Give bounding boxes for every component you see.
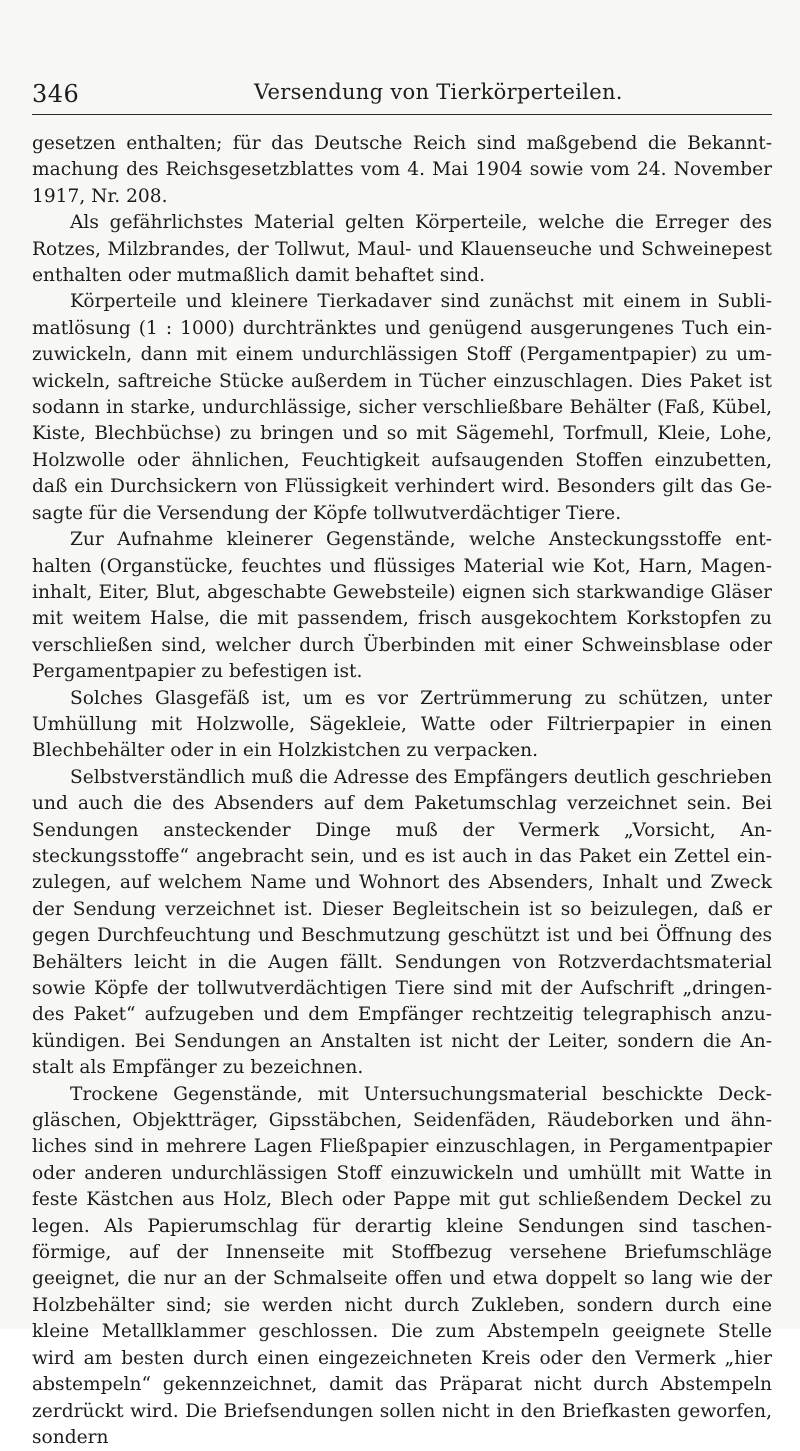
body-text [32,131,772,1451]
page-header [32,80,772,120]
running-head: Versendung von Tierkörperteilen. [254,80,623,104]
paragraph-address: Selbstverständlich muß die Adresse des Empfängers deutlich geschrieben und auch die des Absenders auf dem Paketumschlag verzeichnet sein. Bei Sendungen ansteckender Dinge muß der Vermerk „Vorsicht, Ansteckungsstoffe“ angebracht sein, und es ist auch in das Paket ein Zettel einzulegen, auf welchem Name und Wohnort des Absenders, Inhalt und Zweck der Sendung verzeichnet ist. Dieser Begleitschein ist so beizulegen, daß er gegen Durchfeuchtung und Beschmutzung geschützt ist und bei Öffnung des Behälters leicht in die Augen fällt. Sendungen von Rotzverdachtsmaterial sowie Köpfe der tollwutverdächtigen Tiere sind mit der Aufschrift „dringendes Paket“ aufzugeben und dem Empfänger rechtzeitig telegraphisch anzukündigen. Bei Sendungen an Anstalten ist nicht der Leiter, sondern die Anstalt als Empfänger zu bezeichnen. [32,766,772,1079]
paragraph-dry-objects: Trockene Gegenstände, mit Untersuchungsmaterial beschickte Deckgläschen, Objektträger, Gipsstäbchen, Seidenfäden, Räudeborken und ähnliches sind in mehrere Lagen Fließpapier einzuschlagen, in Pergamentpapier oder anderen undurchlässigen Stoff einzuwickeln und umhüllt mit Watte in feste Kästchen aus Holz, Blech oder Pappe mit gut schließendem Deckel zu legen. Als Papierumschlag für derartig kleine Sendungen sind taschenförmige, auf der Innenseite mit Stoffbezug versehene Briefumschläge geeignet, die nur an der Schmalseite offen und etwa doppelt so lang wie der Holzbehälter sind; sie werden nicht durch Zukleben, sondern durch eine kleine Metallklammer geschlossen. Die zum Abstempeln geeignete Stelle wird am besten durch einen eingezeichneten Kreis oder den Vermerk „hier abstempeln“ gekennzeichnet, damit das Präparat nicht durch Abstempeln zerdrückt wird. Die Briefsendungen sollen nicht in den Briefkasten geworfen, sondern [32,1083,772,1448]
page-number: 346 [32,80,80,108]
paragraph-glass-container: Solches Glasgefäß ist, um es vor Zertrümmerung zu schützen, unter Umhüllung mit Holzwolle, Sägekleie, Watte oder Filtrierpapier in einen Blechbehälter oder in ein Holzkistchen zu verpacken. [32,687,772,762]
paragraph-dangerous-material: Als gefährlichstes Material gelten Körperteile, welche die Erreger des Rotzes, Milzbrandes, der Tollwut, Maul- und Klauenseuche und Schweinepest enthalten oder mutmaßlich damit behaftet sind. [32,212,772,287]
header-rule [32,114,772,115]
paragraph-continued: gesetzen enthalten; für das Deutsche Reich sind maßgebend die Bekanntmachung des Reichsgesetzblattes vom 4. Mai 1904 sowie vom 24. November 1917, Nr. 208. [32,133,772,207]
paragraph-small-objects: Zur Aufnahme kleinerer Gegenstände, welche Ansteckungsstoffe enthalten (Organstücke, feuchtes und flüssiges Material wie Kot, Harn, Mageninhalt, Eiter, Blut, abgeschabte Gewebsteile) eignen sich starkwandige Gläser mit weitem Halse, die mit passendem, frisch ausgekochtem Korkstopfen zu verschließen sind, welcher durch Überbinden mit einer Schweinsblase oder Pergamentpapier zu befestigen ist. [32,529,772,683]
paragraph-body-parts-packing: Körperteile und kleinere Tierkadaver sind zunächst mit einem in Sublimatlösung (1 : 1000) durchtränktes und genügend ausgerungenes Tuch einzuwickeln, dann mit einem undurchlässigen Stoff (Pergamentpapier) zu umwickeln, saftreiche Stücke außerdem in Tücher einzuschlagen. Dies Paket ist sodann in starke, undurchlässige, sicher verschließbare Behälter (Faß, Kübel, Kiste, Blechbüchse) zu bringen und so mit Sägemehl, Torfmull, Kleie, Lohe, Holzwolle oder ähnlichen, Feuchtigkeit aufsaugenden Stoffen einzubetten, daß ein Durchsickern von Flüssigkeit verhindert wird. Besonders gilt das Gesagte für die Versendung der Köpfe tollwutverdächtiger Tiere. [32,291,772,524]
